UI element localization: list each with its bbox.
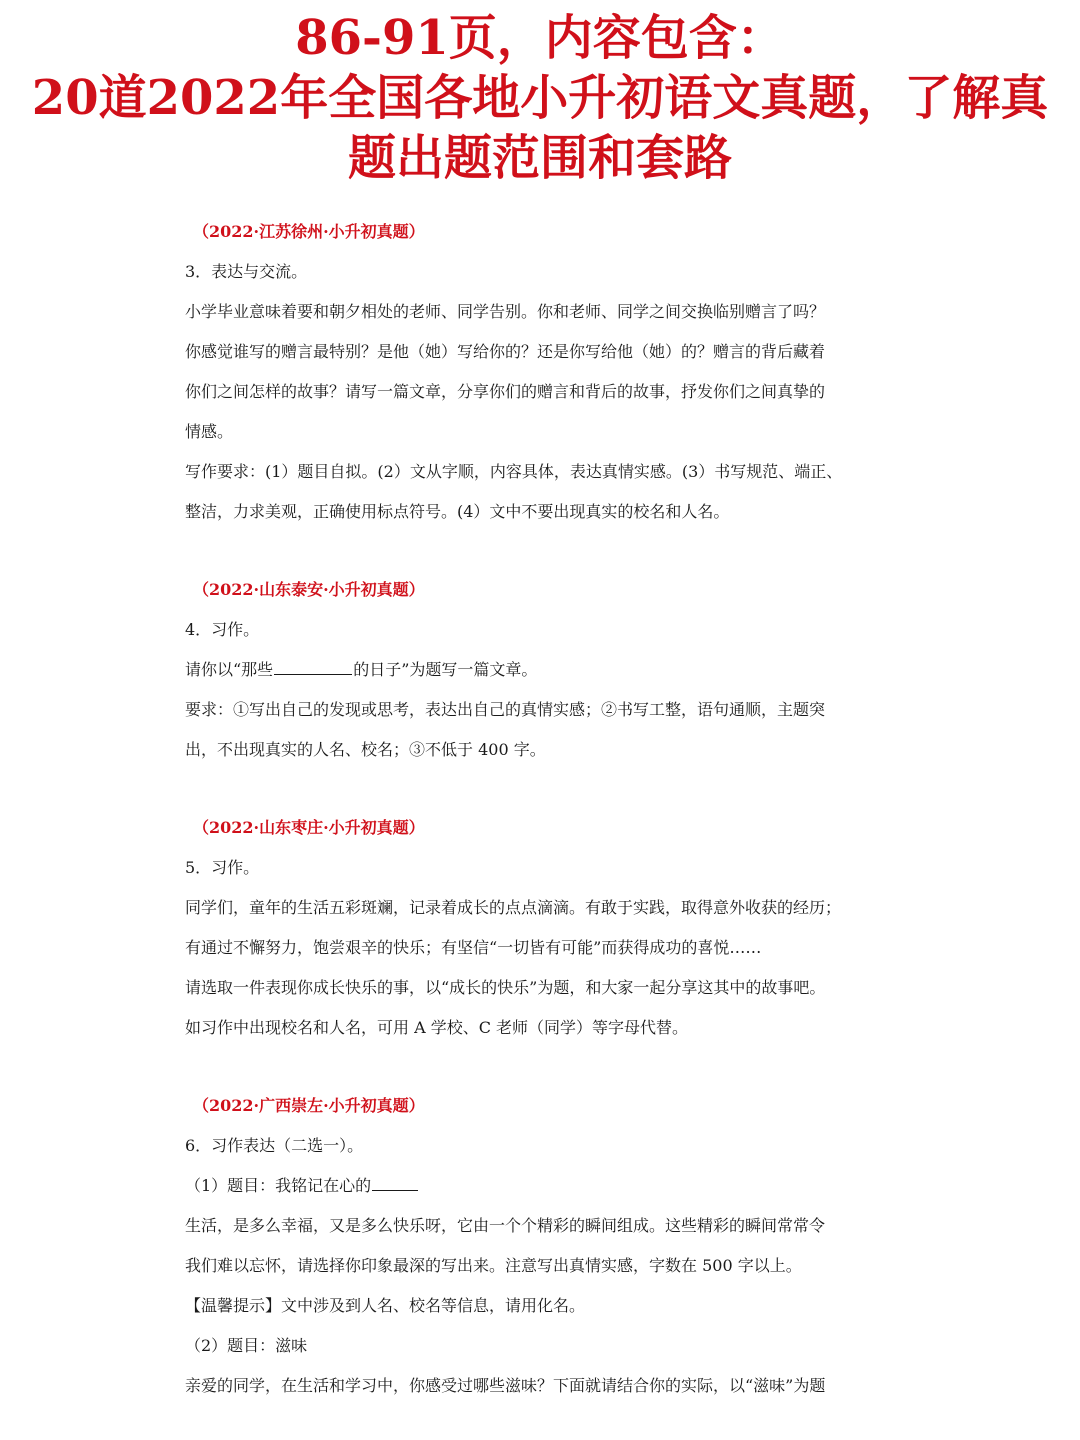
question-title: 4．习作。 <box>185 620 260 639</box>
paragraph-line: 【温馨提示】文中涉及到人名、校名等信息，请用化名。 <box>185 1296 586 1315</box>
source-label: （2022·广西崇左·小升初真题） <box>193 1096 425 1115</box>
source-label: （2022·江苏徐州·小升初真题） <box>193 222 425 241</box>
source-label: （2022·山东泰安·小升初真题） <box>193 580 425 599</box>
prompt-text: 的日子”为题写一篇文章。 <box>353 660 538 679</box>
question-title: 3．表达与交流。 <box>185 262 308 281</box>
paragraph-line: 亲爱的同学，在生活和学习中，你感受过哪些滋味？下面就请结合你的实际，以“滋味”为题 <box>185 1376 826 1395</box>
question-title: 5．习作。 <box>185 858 260 877</box>
question-title: 6．习作表达（二选一）。 <box>185 1136 364 1155</box>
banner-line-1: 86-91页，内容包含： <box>295 10 785 66</box>
paragraph-line: 你们之间怎样的故事？请写一篇文章，分享你们的赠言和背后的故事，抒发你们之间真挚的 <box>185 382 826 401</box>
topic-line <box>185 1166 905 1206</box>
paragraph-line: 生活，是多么幸福，又是多么快乐呀，它由一个个精彩的瞬间组成。这些精彩的瞬间常常令 <box>185 1216 826 1235</box>
paragraph-line: 我们难以忘怀，请选择你印象最深的写出来。注意写出真情实感，字数在 500 字以上。 <box>185 1256 802 1275</box>
banner-line-3: 题出题范围和套路 <box>347 130 732 186</box>
paragraph-line: 情感。 <box>185 422 234 441</box>
fill-blank <box>372 1172 418 1191</box>
paragraph-line: 整洁，力求美观，正确使用标点符号。(4）文中不要出现真实的校名和人名。 <box>185 502 730 521</box>
document-body <box>185 212 905 1406</box>
question-section <box>185 570 905 770</box>
source-label: （2022·山东枣庄·小升初真题） <box>193 818 425 837</box>
question-section <box>185 1086 905 1406</box>
page-banner <box>0 8 1080 188</box>
banner-line-2: 20道2022年全国各地小升初语文真题，了解真 <box>31 70 1049 126</box>
fill-blank <box>274 656 352 675</box>
question-section <box>185 212 905 532</box>
prompt-line <box>185 650 905 690</box>
paragraph-line: 小学毕业意味着要和朝夕相处的老师、同学告别。你和老师、同学之间交换临别赠言了吗？ <box>185 302 826 321</box>
paragraph-line: 要求：①写出自己的发现或思考，表达出自己的真情实感；②书写工整，语句通顺，主题突 <box>185 700 826 719</box>
paragraph-line: 写作要求：(1）题目自拟。(2）文从字顺，内容具体，表达真情实感。(3）书写规范、端正、 <box>185 462 843 481</box>
prompt-text: 请你以“那些 <box>185 660 274 679</box>
paragraph-line: 有通过不懈努力，饱尝艰辛的快乐；有坚信“一切皆有可能”而获得成功的喜悦…… <box>185 938 762 957</box>
paragraph-line: 出，不出现真实的人名、校名；③不低于 400 字。 <box>185 740 546 759</box>
paragraph-line: 如习作中出现校名和人名，可用 A 学校、C 老师（同学）等字母代替。 <box>185 1018 689 1037</box>
question-section <box>185 808 905 1048</box>
topic-line: （2）题目：滋味 <box>185 1336 308 1355</box>
paragraph-line: 请选取一件表现你成长快乐的事，以“成长的快乐”为题，和大家一起分享这其中的故事吧。 <box>185 978 826 997</box>
paragraph-line: 同学们，童年的生活五彩斑斓，记录着成长的点点滴滴。有敢于实践，取得意外收获的经历； <box>185 898 842 917</box>
topic-text: （1）题目：我铭记在心的 <box>185 1176 372 1195</box>
paragraph-line: 你感觉谁写的赠言最特别？是他（她）写给你的？还是你写给他（她）的？赠言的背后藏着 <box>185 342 826 361</box>
